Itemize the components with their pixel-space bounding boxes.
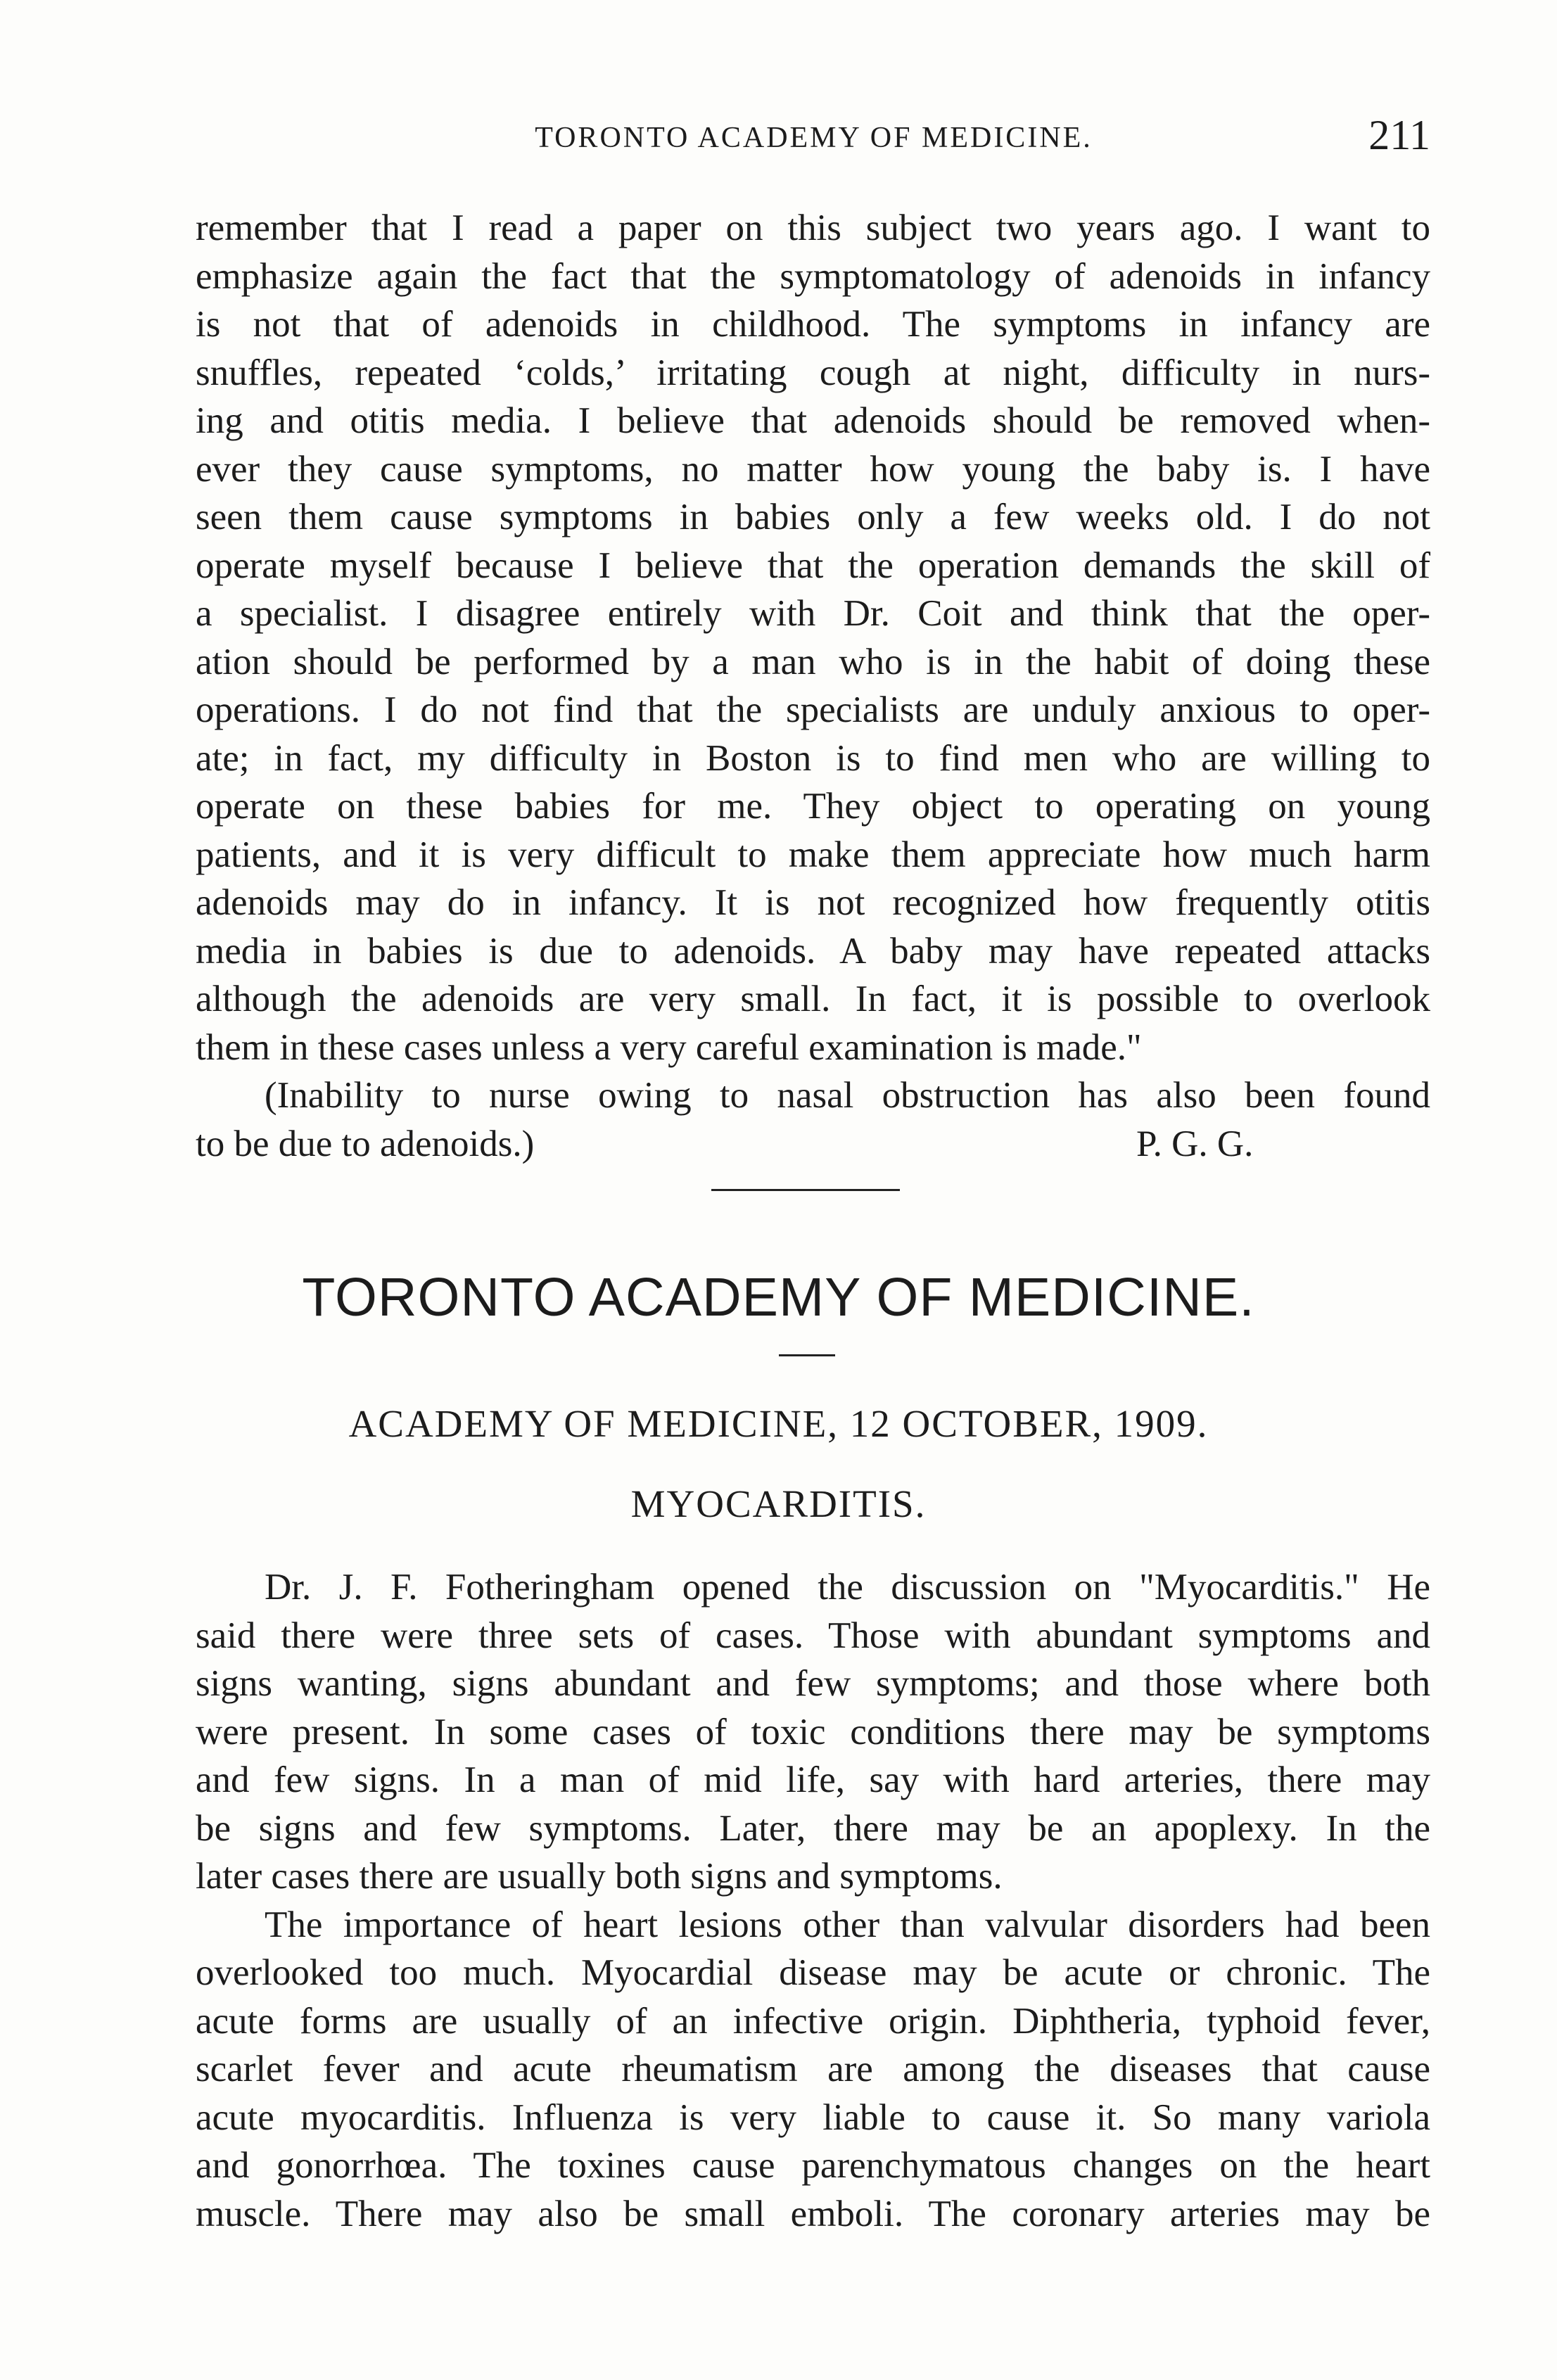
- text-line: operate myself because I believe that the operation demands the skill of: [196, 545, 1430, 586]
- text-line: be signs and few symptoms. Later, there may be an apoplexy. In the: [196, 1807, 1430, 1849]
- text-line: patients, and it is very difficult to make them appreciate how much harm: [196, 834, 1430, 875]
- section-title: TORONTO ACADEMY OF MEDICINE.: [302, 1267, 1255, 1328]
- paragraph-myocardial: [196, 1901, 1430, 2239]
- text-line: acute myocarditis. Influenza is very liable to cause it. So many variola: [196, 2096, 1430, 2138]
- text-line: and gonorrhœa. The toxines cause parenchymatous changes on the heart: [196, 2145, 1430, 2186]
- text-line: Dr. J. F. Fotheringham opened the discussion on "Myocarditis." He: [265, 1567, 1430, 1608]
- text-line: a specialist. I disagree entirely with Dr. Coit and think that the oper-: [196, 593, 1430, 634]
- text-line: acute forms are usually of an infective origin. Diphtheria, typhoid fever,: [196, 2000, 1430, 2042]
- text-line: operations. I do not find that the specialists are unduly anxious to oper-: [196, 689, 1430, 730]
- author-initials: P. G. G.: [1136, 1123, 1254, 1164]
- running-title: TORONTO ACADEMY OF MEDICINE.: [535, 122, 1093, 154]
- text-line: overlooked too much. Myocardial disease may be acute or chronic. The: [196, 1952, 1430, 1993]
- meeting-heading: ACADEMY OF MEDICINE, 12 OCTOBER, 1909.: [348, 1402, 1209, 1445]
- text-line: later cases there are usually both signs and symptoms.: [196, 1856, 1003, 1897]
- text-line: ever they cause symptoms, no matter how young the baby is. I have: [196, 448, 1430, 490]
- text-line: snuffles, repeated ‘colds,’ irritating cough at night, difficulty in nurs-: [196, 352, 1430, 393]
- note-line: (Inability to nurse owing to nasal obstruction has also been found: [265, 1075, 1430, 1116]
- note-line: to be due to adenoids.): [196, 1123, 535, 1164]
- note-signature-line: [196, 1120, 1430, 1169]
- section-divider: [711, 1189, 900, 1191]
- title-divider: [779, 1354, 835, 1356]
- page-number: 211: [1368, 112, 1430, 158]
- discussion-body: [196, 1563, 1430, 2238]
- text-line: ing and otitis media. I believe that adenoids should be removed when-: [196, 400, 1430, 441]
- text-line: were present. In some cases of toxic conditions there may be symptoms: [196, 1711, 1430, 1752]
- text-line: signs wanting, signs abundant and few symptoms; and those where both: [196, 1663, 1430, 1704]
- text-line: media in babies is due to adenoids. A baby may have repeated attacks: [196, 930, 1430, 972]
- topic-heading: MYOCARDITIS.: [630, 1482, 927, 1525]
- text-line: muscle. There may also be small emboli. The coronary arteries may be: [196, 2193, 1430, 2234]
- text-line: is not that of adenoids in childhood. The symptoms in infancy are: [196, 304, 1430, 345]
- text-line: adenoids may do in infancy. It is not recognized how frequently otitis: [196, 882, 1430, 923]
- text-line: ation should be performed by a man who is in the habit of doing these: [196, 641, 1430, 682]
- text-line: although the adenoids are very small. In fact, it is possible to overlook: [196, 979, 1430, 1019]
- paragraph-opening: [196, 1563, 1430, 1901]
- text-line: emphasize again the fact that the symptomatology of adenoids in infancy: [196, 255, 1430, 297]
- editor-note: [196, 1071, 1430, 1168]
- text-line: seen them cause symptoms in babies only a few weeks old. I do not: [196, 497, 1430, 537]
- text-line: The importance of heart lesions other than valvular disorders had been: [265, 1904, 1430, 1945]
- running-header: [197, 111, 1430, 167]
- text-line: said there were three sets of cases. Those with abundant symptoms and: [196, 1615, 1430, 1656]
- text-line: them in these cases unless a very careful examination is made.": [196, 1026, 1142, 1068]
- text-line: ate; in fact, my difficulty in Boston is to find men who are willing to: [196, 737, 1430, 779]
- text-line: and few signs. In a man of mid life, say with hard arteries, there may: [196, 1759, 1430, 1800]
- text-line: operate on these babies for me. They object to operating on young: [196, 786, 1430, 827]
- text-line: remember that I read a paper on this subject two years ago. I want to: [196, 208, 1430, 248]
- text-line: scarlet fever and acute rheumatism are among the diseases that cause: [196, 2049, 1430, 2089]
- continued-letter: [196, 204, 1430, 1168]
- continued-paragraph: [196, 204, 1430, 1071]
